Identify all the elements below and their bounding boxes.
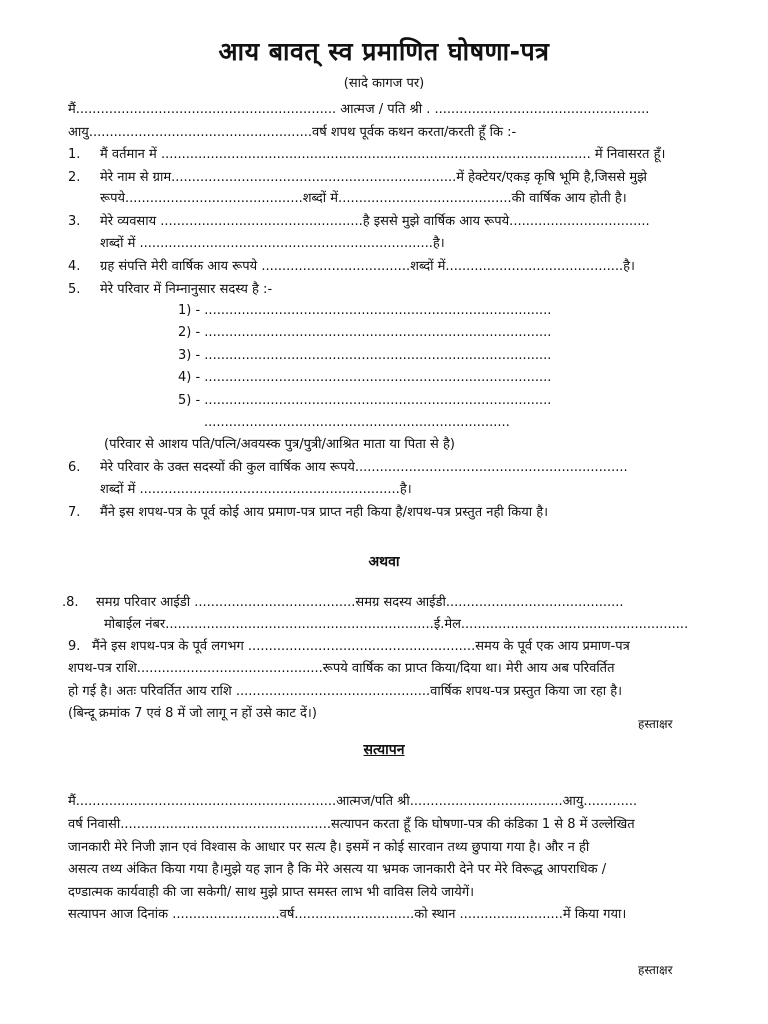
item-3-text-b: शब्दों में .......................................................................है। (100, 236, 445, 251)
item-2-text-a: मेरे नाम से ग्राम.....................................................................में हेक्टेयर/एकड़ कृषि भूमि है,जिससे मुझे (100, 170, 647, 185)
item-number-7: 7. (68, 505, 81, 520)
item-4-text: ग्रह संपत्ति मेरी वार्षिक आय रूपये ....................................शब्दों में...........................................है। (100, 259, 635, 274)
member-line-extra: .......................................................................... (204, 415, 510, 430)
signature-label-1: हस्ताक्षर (638, 717, 673, 731)
verification-line-2: वर्ष निवासी...................................................सत्यापन करता हूँ कि घोषणा-पत्र की कंडिका 1 से 8 में उल्लेखित (68, 817, 635, 832)
verification-line-4: असत्य तथ्य अंकित किया गया है।मुझे यह ज्ञान है कि मेरे असत्य या भ्रमक जानकारी देने पर मेरे विरूद्ध आपराधिक / (68, 862, 607, 877)
document-subtitle: (सादे कागज पर) (343, 76, 425, 91)
member-line-4: 4) - .................................................................................... (178, 370, 552, 385)
item-number-1: 1. (68, 147, 81, 162)
intro-line-1: मैं............................................................... आत्मज / पति श्री . .................................................... (68, 102, 650, 117)
strike-out-note: (बिन्दू क्रमांक 7 एवं 8 में जो लागू न हों उसे काट दें।) (68, 706, 317, 721)
member-line-2: 2) - .................................................................................... (178, 325, 552, 340)
member-line-3: 3) - .................................................................................... (178, 348, 552, 363)
item-1-text: मैं वर्तमान में ........................................................................................................ में निवासरत हूँ। (100, 147, 666, 162)
family-definition-note: (परिवार से आशय पति/पत्नि/अवयस्क पुत्र/पुत्री/आश्रित माता या पिता से है) (104, 437, 455, 452)
item-number-8: .8. (62, 595, 79, 610)
item-6-text-b: शब्दों में ...............................................................है। (100, 482, 412, 497)
item-number-5: 5. (68, 282, 81, 297)
item-number-3: 3. (68, 214, 81, 229)
verification-line-3: जानकारी मेरे निजी ज्ञान एवं विश्वास के आधार पर सत्य है। इसमें न कोई सारवान तथ्य छुपाया गया है। और न ही (68, 840, 590, 855)
item-number-4: 4. (68, 259, 81, 274)
item-9-text-c: हो गई है। अतः परिवर्तित आय राशि ...............................................वार्षिक शपथ-पत्र प्रस्तुत किया जा रहा है। (68, 684, 623, 699)
member-line-5: 5) - .................................................................................... (178, 393, 552, 408)
member-line-1: 1) - .................................................................................... (178, 303, 552, 318)
verification-line-1: मैं...............................................................आत्मज/पति श्री.....................................आयु............. (68, 794, 638, 809)
item-5-text: मेरे परिवार में निम्नानुसार सदस्य है :- (100, 282, 273, 297)
item-8-text-a: समग्र परिवार आईडी .......................................समग्र सदस्य आईडी........................................... (96, 595, 624, 610)
intro-line-2: आयु......................................................वर्ष शपथ पूर्वक कथन करता/करती हूँ कि :- (68, 125, 517, 140)
item-number-6: 6. (68, 460, 81, 475)
document-title: आय बावत् स्व प्रमाणित घोषणा-पत्र (218, 37, 550, 66)
item-number-2: 2. (68, 170, 81, 185)
item-3-text-a: मेरे व्यवसाय .................................................है इससे मुझे वार्षिक आय रूपये.................................. (100, 214, 650, 229)
item-8-text-b: मोबाईल नंबर.................................................................ई.मेल....................................................... (104, 617, 689, 632)
item-7-text: मैंने इस शपथ-पत्र के पूर्व कोई आय प्रमाण-पत्र प्राप्त नही किया है/शपथ-पत्र प्रस्तुत नही किया है। (100, 505, 549, 520)
or-separator: अथवा (368, 554, 400, 570)
item-2-text-b: रूपये...........................................शब्दों में..........................................की वार्षिक आय होती है। (100, 191, 627, 206)
item-number-9: 9. (68, 639, 81, 654)
verification-line-5: दण्डात्मक कार्यवाही की जा सकेगी/ साथ मुझे प्राप्त समस्त लाभ भी वाविस लिये जायेगें। (68, 885, 475, 900)
item-6-text-a: मेरे परिवार के उक्त सदस्यों की कुल वार्षिक आय रूपये.................................................................. (100, 460, 628, 475)
item-9-text-a: मैंने इस शपथ-पत्र के पूर्व लगभग .......................................................समय के पूर्व एक आय प्रमाण-पत्र (92, 639, 630, 654)
verification-line-6: सत्यापन आज दिनांक ..........................वर्ष.............................को स्थान .........................में किया गया। (68, 907, 627, 922)
signature-label-2: हस्ताक्षर (638, 963, 673, 977)
item-9-text-b: शपथ-पत्र राशि.............................................रूपये वार्षिक का प्राप्त किया/दिया था। मेरी आय अब परिवर्तित (68, 661, 615, 676)
verification-heading: सत्यापन (363, 742, 405, 758)
